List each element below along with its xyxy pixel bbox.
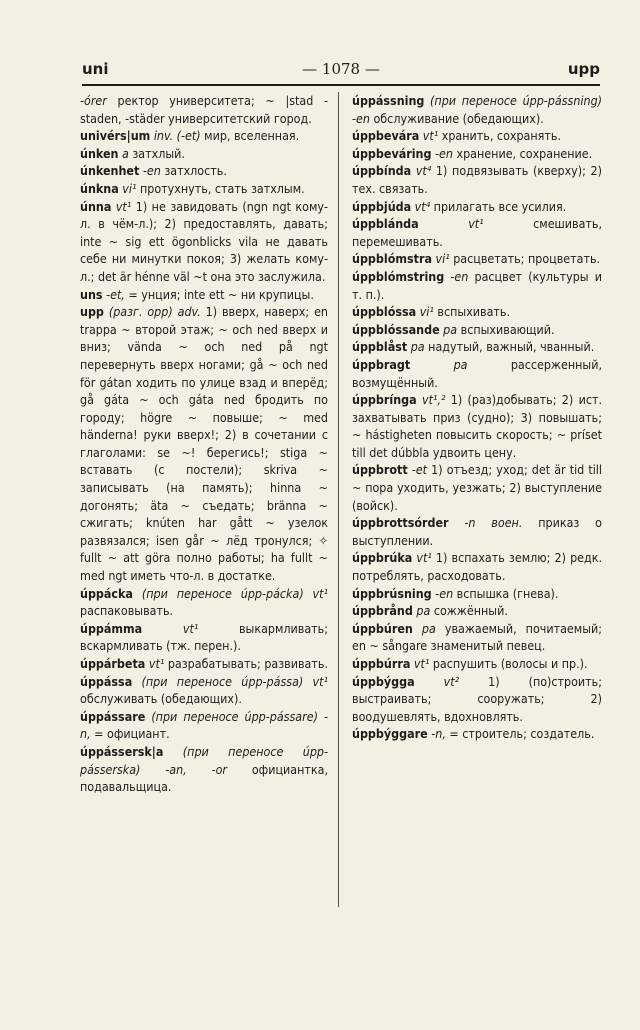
entry-definition: рассерженный, возмущённый.	[352, 356, 603, 390]
page-header	[82, 58, 600, 86]
entry-headword: úppbúrra	[352, 656, 411, 671]
entry-headword: úppblóssande	[352, 321, 440, 337]
entry-definition: затхлый.	[128, 145, 185, 161]
dictionary-entry	[80, 303, 328, 585]
dictionary-entry	[80, 743, 328, 796]
entry-grammar: (при переносе úpp-pásserska) -an, -or	[80, 743, 328, 777]
entry-headword: úppássare	[80, 708, 146, 724]
dictionary-entry	[352, 655, 602, 673]
entry-headword: univérs|um	[80, 128, 151, 144]
entry-headword: uns	[80, 286, 103, 302]
entry-definition: смешивать, перемешивать.	[352, 216, 603, 249]
entry-headword: úppbrúka	[352, 550, 413, 566]
dictionary-entry	[80, 145, 328, 163]
dictionary-entry	[352, 461, 602, 514]
dictionary-entry	[352, 356, 602, 391]
dictionary-entry	[80, 585, 328, 620]
entry-headword: únken	[80, 145, 119, 161]
entry-headword: upp	[80, 304, 104, 320]
dictionary-entry	[80, 286, 328, 304]
dictionary-entry	[80, 198, 328, 286]
entry-definition: 1) подвязывать (кверху); 2) тех. связать.	[352, 163, 603, 196]
entry-headword: únna	[80, 198, 112, 214]
entry-definition: расцветать; процветать.	[449, 251, 601, 267]
entry-grammar: vt¹	[412, 550, 432, 566]
dictionary-entry	[80, 708, 328, 743]
entry-headword: úppbínda	[352, 163, 412, 179]
entry-headword: úppbrott	[352, 462, 408, 478]
entry-grammar: inv. (-et)	[150, 128, 201, 144]
entry-headword: úppbevára	[352, 128, 420, 144]
dictionary-entry	[80, 180, 328, 198]
entry-headword: úppblóssa	[352, 304, 417, 320]
entry-grammar: vt¹	[419, 128, 439, 144]
entry-grammar: pa	[412, 620, 436, 636]
entry-headword: úppbrínga	[352, 392, 417, 408]
entry-grammar: -en	[431, 585, 454, 601]
entry-grammar: vt¹	[142, 620, 199, 636]
column-divider	[338, 92, 339, 907]
dictionary-entry	[352, 514, 602, 549]
entry-definition: ректор университета; ~ |stad -staden, -städer университетский город.	[80, 93, 328, 126]
entry-grammar: pa	[439, 321, 458, 337]
entry-headword: úppámma	[80, 620, 143, 636]
dictionary-entry	[80, 92, 328, 127]
dictionary-entry	[352, 145, 602, 163]
dictionary-entry	[352, 338, 602, 356]
entry-grammar: -en	[444, 268, 469, 284]
entry-definition: мир, вселенная.	[200, 128, 300, 144]
entry-headword: úppássersk|a	[80, 743, 164, 759]
entry-headword: úppblómstring	[352, 268, 445, 284]
entry-grammar: pa	[410, 356, 468, 372]
dictionary-entry	[352, 602, 602, 620]
entry-headword: úppblåst	[352, 339, 408, 355]
entry-grammar: vt¹,²	[416, 392, 446, 408]
entry-definition: уважаемый, почитаемый; en ~ sångare знаменитый певец.	[352, 620, 603, 654]
entry-headword: úppássa	[80, 673, 133, 689]
entry-definition: сожжённый.	[430, 603, 508, 619]
entry-definition: обслуживать (обедающих).	[80, 691, 242, 707]
entry-headword: úppbrottsórder	[352, 515, 449, 531]
entry-definition: расцвет (культуры и т. п.).	[352, 268, 602, 302]
left-column	[80, 92, 328, 796]
entry-grammar: (при переносе úpp-pássning) -en	[352, 93, 602, 126]
entry-headword: úppbrånd	[352, 603, 413, 619]
entry-definition: официант.	[103, 726, 170, 742]
entry-definition: распаковывать.	[80, 603, 174, 619]
entry-headword: únkenhet	[80, 163, 140, 179]
entry-grammar: -et, =	[102, 286, 138, 302]
entry-definition: выкармливать; вскармливать (тж. перен.).	[80, 620, 328, 654]
dictionary-entry	[80, 162, 328, 180]
dictionary-entry	[352, 215, 602, 250]
right-guide-word: upp	[567, 60, 600, 78]
dictionary-entry	[80, 673, 328, 708]
entry-headword: úppássning	[352, 93, 425, 108]
entry-definition: 1) (по)строить; выстраивать; сооружать; 2) воодушевлять, вдохновлять.	[352, 673, 602, 724]
entry-headword: úppbeváring	[352, 145, 432, 161]
entry-definition: распушить (волосы и пр.).	[429, 656, 588, 671]
dictionary-entry	[80, 655, 328, 673]
entry-definition: вспыхивать.	[433, 304, 511, 320]
entry-definition: разрабатывать; развивать.	[164, 656, 328, 671]
entry-definition: приказ о выступлении.	[352, 515, 602, 548]
dictionary-entry	[352, 549, 602, 584]
entry-headword: úppblánda	[352, 216, 419, 232]
entry-headword: úppbýggare	[352, 726, 428, 742]
dictionary-entry	[352, 162, 602, 197]
entry-grammar: -n, =	[427, 726, 459, 742]
dictionary-entry	[352, 303, 602, 321]
entry-grammar: vt¹	[145, 656, 165, 671]
entry-grammar: -órer	[80, 93, 107, 108]
dictionary-entry	[352, 585, 602, 603]
entry-definition: прилагать все усилия.	[430, 198, 567, 214]
right-column	[352, 92, 602, 743]
dictionary-entry	[352, 92, 602, 127]
dictionary-entry	[352, 620, 602, 655]
entry-grammar: (при переносе úpp-pácka) vt¹	[132, 585, 328, 601]
entry-headword: úppbragt	[352, 356, 411, 372]
entry-definition: официантка, подавальщица.	[80, 761, 328, 795]
dictionary-entry	[80, 620, 328, 655]
entry-definition: 1) не завидовать (ngn ngt кому-л. в чём-л.); 2) предоставлять, давать; inte ~ sig ett ögonblicks vila не давать себе ни минутки покоя; 3) желать кому-л.; det är hénne väl ~t она это заслужила.	[80, 198, 329, 284]
entry-definition: протухнуть, стать затхлым.	[136, 180, 305, 196]
dictionary-entry	[352, 391, 602, 461]
entry-grammar: vt¹	[418, 216, 484, 232]
entry-definition: 1) отъезд; уход; det är tid till ~ пора уходить, уезжать; 2) выступление (войск).	[352, 462, 603, 513]
entry-definition: вспышка (гнева).	[453, 585, 559, 601]
entry-definition: хранить, сохранять.	[438, 128, 561, 144]
entry-grammar: vi¹	[431, 251, 450, 267]
entry-headword: úppbúren	[352, 620, 413, 636]
entry-definition: вспыхивающий.	[457, 321, 555, 337]
entry-grammar: vt¹	[410, 656, 430, 671]
entry-grammar: vt⁴	[411, 198, 431, 214]
entry-headword: úppárbeta	[80, 656, 146, 671]
entry-definition: затхлость.	[160, 163, 227, 179]
entry-grammar: -en	[139, 163, 161, 179]
entry-definition: 1) (раз)добывать; 2) ист. захватывать приз (судно); 3) повышать; ~ hástigheten повысить скорость; ~ príset till det dúbbla удвоить цену.	[352, 392, 602, 460]
entry-grammar: pa	[412, 603, 431, 619]
entry-grammar: pa	[407, 339, 425, 355]
entry-definition: 1) вспахать землю; 2) редк. потреблять, расходовать.	[352, 550, 603, 584]
entry-definition: строитель; создатель.	[458, 726, 595, 742]
left-guide-word: uni	[82, 60, 109, 78]
entry-definition: надутый, важный, чванный.	[424, 339, 595, 355]
entry-grammar: vt⁴	[411, 163, 432, 179]
dictionary-entry	[352, 321, 602, 339]
entry-grammar: vi¹	[416, 304, 434, 320]
entry-headword: únkna	[80, 180, 119, 196]
entry-grammar: -et	[407, 462, 428, 478]
entry-grammar: (при переносе úpp-pássare) -n, =	[80, 708, 328, 742]
dictionary-entry	[352, 198, 602, 216]
page-number: — 1078 —	[302, 60, 380, 78]
entry-grammar: vt²	[414, 673, 460, 689]
entry-grammar: vi¹	[118, 180, 137, 196]
entry-definition: 1) вверх, наверх; en trappa ~ второй этаж; ~ och ned вверх и вниз; vända ~ och ned på ngt перевернуть вверх ногами; gå ~ och ned för gátan ходить по улице взад и вперёд; gå gáta ~ och gáta ned бродить по городу; högre ~ повыше; ~ med händerna! руки вверх!; 2) в сочетании с глаголами: se ~! берегись!; stiga ~ вставать (с постели); skriva ~ записывать (на память); hinna ~ догонять; äta ~ съедать; bränna ~ сжигать; knúten har gått ~ узелок развязался; isen går ~ лёд тронулся; ✧ fullt ~ att göra полно работы; ha fullt ~ med ngt иметь что-л. в достатке.	[80, 304, 328, 584]
entry-grammar: -en	[431, 145, 453, 161]
entry-definition: обслуживание (обедающих).	[369, 110, 544, 126]
dictionary-entry	[80, 127, 328, 145]
entry-grammar: (разг. opp) adv.	[103, 304, 201, 320]
dictionary-entry	[352, 250, 602, 268]
entry-grammar: vt¹	[111, 198, 132, 214]
entry-headword: úppácka	[80, 585, 133, 601]
entry-grammar: (при переносе úpp-pássa) vt¹	[132, 673, 328, 689]
entry-grammar: a	[118, 145, 129, 161]
dictionary-entry	[352, 127, 602, 145]
dictionary-entry	[352, 268, 602, 303]
entry-headword: úppblómstra	[352, 251, 432, 267]
entry-definition: унция; inte ett ~ ни крупицы.	[137, 286, 314, 302]
dictionary-entry	[352, 673, 602, 726]
entry-grammar: -n воен.	[448, 515, 523, 531]
dictionary-entry	[352, 725, 602, 743]
entry-headword: úppbýgga	[352, 673, 415, 689]
entry-headword: úppbjúda	[352, 198, 412, 214]
entry-headword: úppbrúsning	[352, 585, 432, 601]
entry-definition: хранение, сохранение.	[452, 145, 593, 161]
